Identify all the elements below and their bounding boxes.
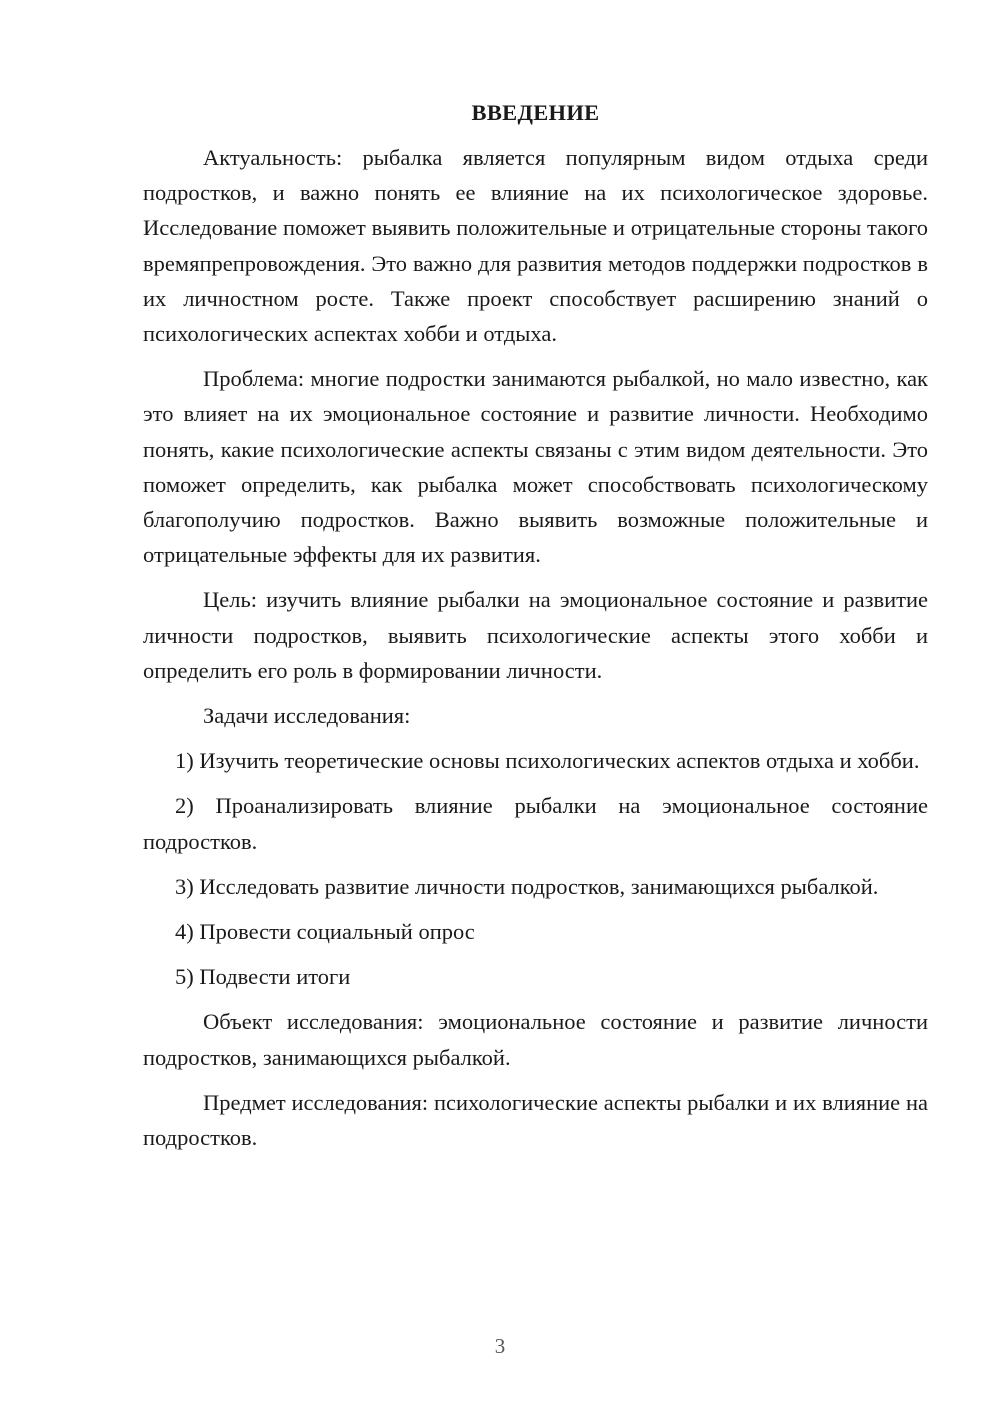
section-title: ВВЕДЕНИЕ (471, 100, 600, 125)
task-item-2: 2) Проанализировать влияние рыбалки на эмоциональное состояние подростков. (143, 793, 928, 854)
relevance-paragraph: Актуальность: рыбалка является популярным видом отдыха среди подростков, и важно понять ее влияние на их психологическое здоровье. Исследование поможет выявить положительные и отрицательные стороны такого времяпрепровождения. Это важно для развития методов поддержки подростков в их личностном росте. Также проект способствует расширению знаний о психологических аспектах хобби и отдыха. (143, 145, 928, 347)
problem-paragraph: Проблема: многие подростки занимаются рыбалкой, но мало известно, как это влияет на их эмоциональное состояние и развитие личности. Необходимо понять, какие психологические аспекты связаны с этим видом деятельности. Это поможет определить, как рыбалка может способствовать психологическому благополучию подростков. Важно выявить возможные положительные и отрицательные эффекты для их развития. (143, 366, 928, 568)
task-item-1: 1) Изучить теоретические основы психологических аспектов отдыха и хобби. (175, 748, 920, 774)
task-item-4: 4) Провести социальный опрос (175, 919, 475, 945)
document-page (143, 95, 928, 1165)
page-number: 3 (494, 1334, 506, 1358)
task-item-3: 3) Исследовать развитие личности подростков, занимающихся рыбалкой. (175, 873, 879, 899)
goal-paragraph: Цель: изучить влияние рыбалки на эмоциональное состояние и развитие личности подростков, выявить психологические аспекты этого хобби и определить его роль в формировании личности. (143, 587, 928, 683)
subject-paragraph: Предмет исследования: психологические аспекты рыбалки и их влияние на подростков. (143, 1089, 928, 1151)
object-paragraph: Объект исследования: эмоциональное состояние и развитие личности подростков, занимающихся рыбалкой. (143, 1009, 928, 1070)
tasks-heading: Задачи исследования: (203, 703, 411, 729)
task-item-5: 5) Подвести итоги (175, 964, 351, 990)
